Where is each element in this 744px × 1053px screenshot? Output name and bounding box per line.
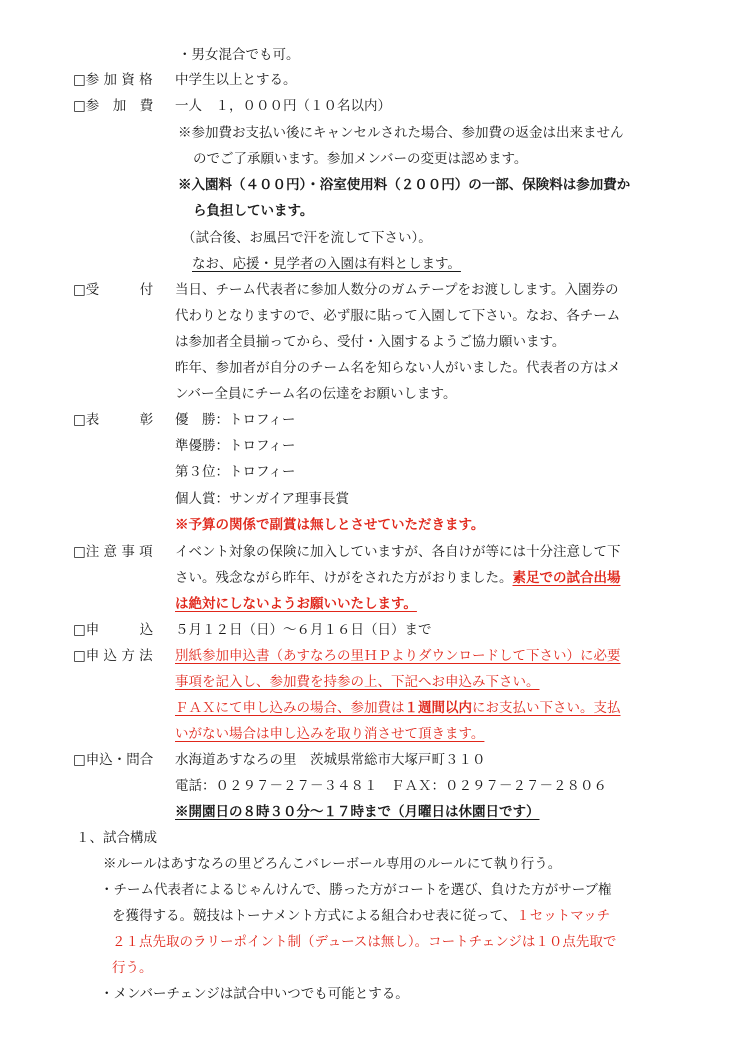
caution-line-1: イベント対象の保険に加入していますが、各自けが等には十分注意して下 <box>175 544 621 560</box>
method-label: □申 込 方 法 <box>73 648 153 664</box>
reception-line-2: 代わりとなりますので、必ず服に貼って入園して下さい。なお、各チーム <box>175 308 621 324</box>
fee-label: □参 加 費 <box>73 98 154 114</box>
method-line-1: 別紙参加申込書（あすなろの里ＨＰよりダウンロードして下さい）に必要 <box>175 648 621 664</box>
award-item: 準優勝：トロフィー <box>175 438 296 454</box>
fee-note-2: ※入園料（４００円）・浴室使用料（２００円）の一部、保険料は参加費か <box>178 177 631 193</box>
method-line-3a: ＦＡＸにて申し込みの場合、参加費は <box>175 700 405 716</box>
caution-label: □注 意 事 項 <box>73 544 153 560</box>
method-line-3 <box>175 699 621 717</box>
rule-note: ※ルールはあすなろの里どろんこバレーボール専用のルールにて執り行う。 <box>103 856 562 872</box>
award-item: 優 勝：トロフィー <box>175 412 296 428</box>
bullet-1-line-2-text: を獲得する。競技はトーナメント方式による組合わせ表に従って、 <box>112 908 517 924</box>
reception-line-1: 当日、チーム代表者に参加人数分のガムテープをお渡しします。入園券の <box>175 282 619 298</box>
method-one-week: １週間以内 <box>404 700 472 716</box>
reception-line-4: 昨年、参加者が自分のチーム名を知らない人がいました。代表者の方はメ <box>175 360 621 376</box>
one-set-match: １セットマッチ <box>516 908 611 924</box>
caution-line-3: は絶対にしないようお願いいたします。 <box>175 596 417 612</box>
reception-line-5: ンバー全員にチーム名の伝達をお願いします。 <box>175 386 457 402</box>
fee-note-1: ※参加費お支払い後にキャンセルされた場合、参加費の返金は出来ません <box>178 125 624 141</box>
contact-label: □申込・問合 <box>73 752 154 768</box>
mixed-note: ・男女混合でも可。 <box>178 47 300 63</box>
method-line-4: いがない場合は申し込みを取り消させて頂きます。 <box>175 726 485 742</box>
award-item: 第３位：トロフィー <box>175 464 296 480</box>
section-heading: １、試合構成 <box>76 830 157 846</box>
fee-note-3: （試合後、お風呂で汗を流して下さい）。 <box>182 230 432 246</box>
bullet-1-line-4: 行う。 <box>112 960 153 976</box>
awards-label: □表 彰 <box>73 412 154 428</box>
caution-barefoot-warning: 素足での試合出場 <box>512 570 621 586</box>
fee-value: 一人 １，０００円（１０名以内） <box>175 98 391 114</box>
apply-label: □申 込 <box>73 622 154 638</box>
bullet-1-line-2 <box>112 907 610 925</box>
contact-phone-fax: 電話：０２９７－２７－３４８１ ＦＡＸ：０２９７－２７－２８０６ <box>175 778 607 794</box>
method-line-3c: にお支払い下さい。支払 <box>472 700 621 716</box>
apply-period: ５月１２日（日）～６月１６日（日）まで <box>175 622 432 638</box>
reception-label: □受 付 <box>73 282 154 298</box>
caution-line-2-text: さい。残念ながら昨年、けがをされた方がおりました。 <box>175 570 513 586</box>
reception-line-3: は参加者全員揃ってから、受付・入園するようご協力願います。 <box>175 334 566 350</box>
caution-line-2 <box>175 569 621 587</box>
contact-address: 水海道あすなろの里 茨城県常総市大塚戸町３１０ <box>175 752 486 768</box>
award-item: 個人賞：サンガイア理事長賞 <box>175 491 350 507</box>
fee-note-1b: のでご了承願います。参加メンバーの変更は認めます。 <box>193 151 528 167</box>
bullet-2: ・メンバーチェンジは試合中いつでも可能とする。 <box>100 986 409 1002</box>
contact-hours: ※開園日の８時３０分～１７時まで（月曜日は休園日です） <box>175 804 540 820</box>
qualification-value: 中学生以上とする。 <box>175 72 297 88</box>
bullet-1-line-3: ２１点先取のラリーポイント制（デュースは無し）。コートチェンジは１０点先取で <box>112 934 617 950</box>
bullet-1-line-1: ・チーム代表者によるじゃんけんで、勝った方がコートを選び、負けた方がサーブ権 <box>100 882 612 898</box>
qualification-label: □参 加 資 格 <box>73 72 153 88</box>
fee-note-4: なお、応援・見学者の入園は有料とします。 <box>192 256 461 272</box>
awards-note: ※予算の関係で副賞は無しとさせていただきます。 <box>175 517 485 533</box>
method-line-2: 事項を記入し、参加費を持参の上、下記へお申込み下さい。 <box>175 674 540 690</box>
fee-note-2b: ら負担しています。 <box>193 203 314 219</box>
